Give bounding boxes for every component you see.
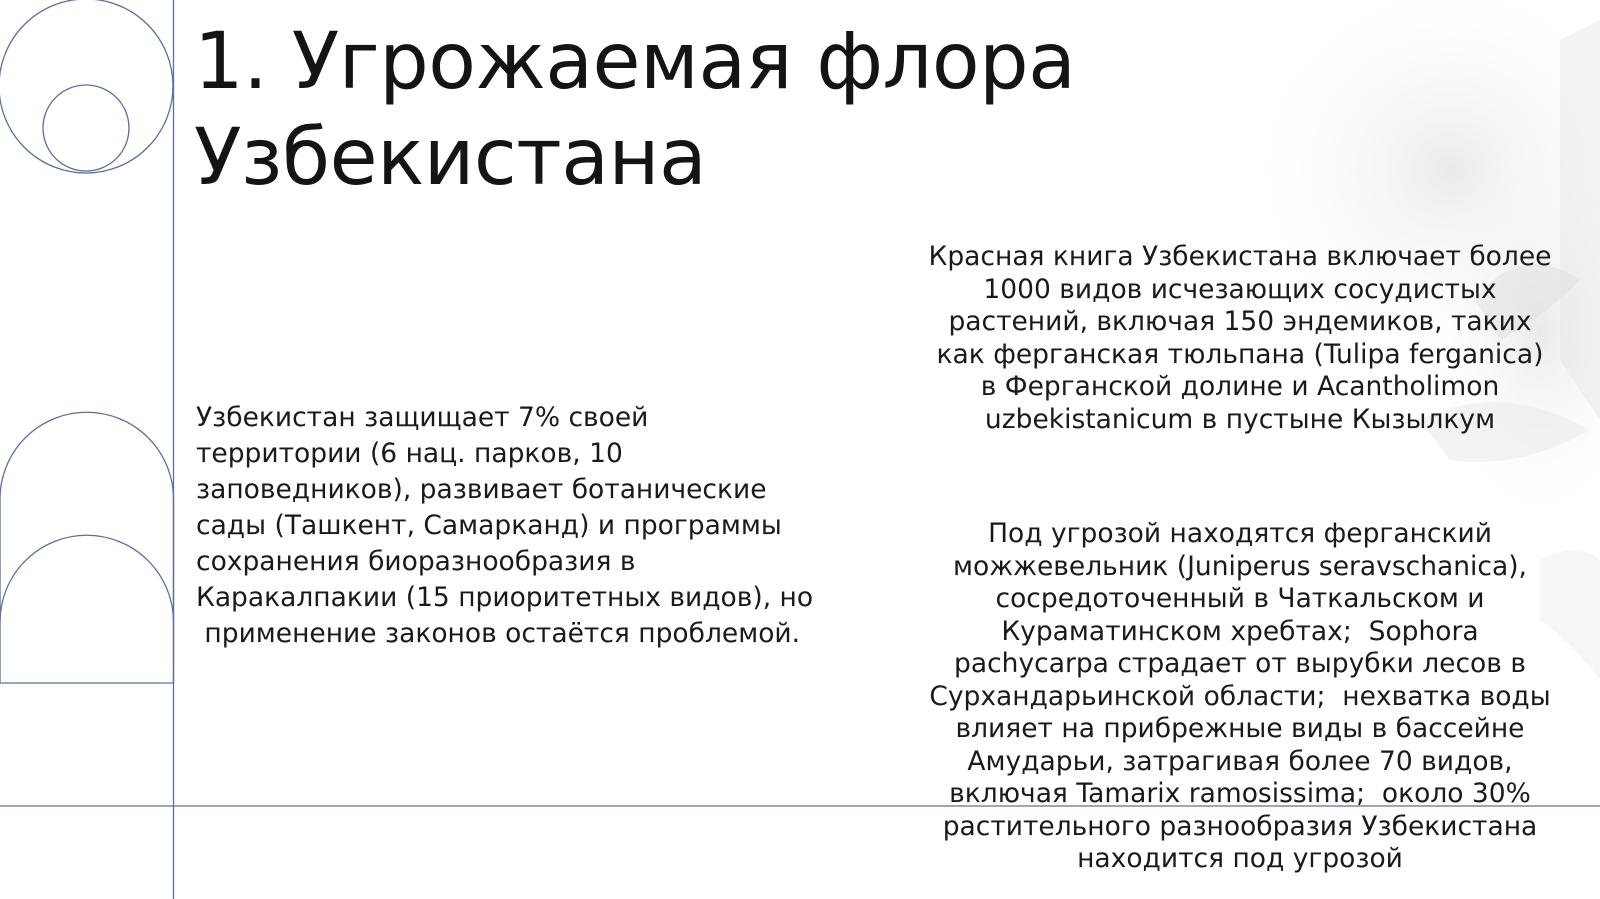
protection-paragraph (196, 400, 866, 652)
red-book-paragraph (900, 241, 1580, 436)
text-line: в Ферганской долине и Acantholimon (980, 371, 1500, 402)
text-line: uzbekistanicum в пустыне Кызылкум (984, 403, 1496, 435)
text-line: Каракалпакии (15 приоритетных видов), но (196, 582, 814, 613)
large-circle-outline (0, 0, 173, 173)
text-line: Под угрозой находятся ферганский (988, 518, 1492, 549)
text-line: территории (6 нац. парков, 10 (196, 438, 623, 469)
text-line: применение законов остаётся проблемой. (196, 618, 801, 649)
threatened-species-paragraph (900, 518, 1580, 876)
text-line: сосредоточенный в Чаткальском и (995, 583, 1485, 614)
text-line: pachycarpa страдает от вырубки лесов в (954, 648, 1526, 679)
text-line: Красная книга Узбекистана включает более (928, 241, 1552, 272)
lower-arch-outline (0, 535, 174, 622)
text-line: растительного разнообразия Узбекистана (942, 810, 1538, 842)
slide-title (194, 14, 1294, 206)
text-line: 1000 видов исчезающих сосудистых (983, 273, 1497, 305)
text-line: как ферганская тюльпана (Tulipa ferganica) (936, 338, 1544, 370)
text-line: Узбекистан защищает 7% своей (196, 402, 649, 433)
text-line: Кураматинском хребтах; Sophora (1001, 615, 1479, 647)
text-line: влияет на прибрежные виды в бассейне (955, 713, 1525, 744)
text-line: Сурхандарьинской области; нехватка воды (929, 680, 1551, 712)
title-line: 1. Угрожаемая флора (194, 17, 1076, 107)
title-line: Узбекистана (194, 113, 707, 203)
text-line: находится под угрозой (1077, 843, 1403, 874)
text-line: включая Tamarix ramosissima; около 30% (949, 778, 1531, 809)
text-line: заповедников), развивает ботанические (196, 474, 767, 505)
text-line: растений, включая 150 эндемиков, таких (948, 306, 1532, 337)
text-line: можжевельник (Juniperus seravschanica), (953, 550, 1527, 582)
text-line: сады (Ташкент, Самарканд) и программы (196, 510, 782, 541)
text-line: Амударьи, затрагивая более 70 видов, (967, 745, 1513, 777)
small-circle-outline (43, 85, 129, 171)
upper-arch-outline (0, 412, 174, 683)
text-line: сохранения биоразнообразия в (196, 546, 636, 577)
